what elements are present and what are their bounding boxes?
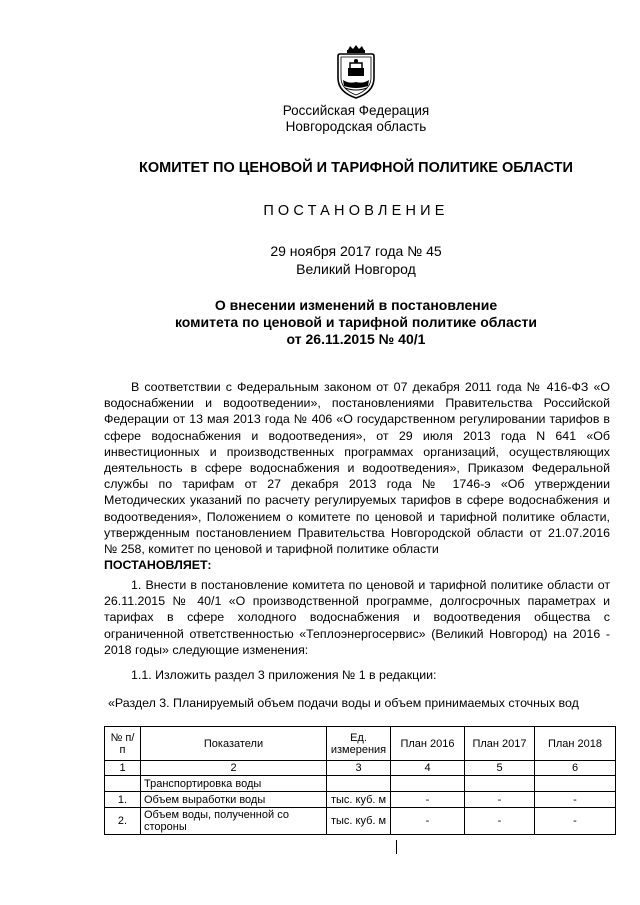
item-1-1-paragraph: 1.1. Изложить раздел 3 приложения № 1 в редакции:	[131, 668, 437, 682]
row-number: 1.	[105, 792, 141, 808]
header-cell-indicator: Показатели	[141, 727, 327, 761]
document-type: ПОСТАНОВЛЕНИЕ	[263, 203, 449, 219]
subject-line-2: комитета по ценовой и тарифной политике области	[174, 314, 538, 330]
decree-date-number: 29 ноября 2017 года № 45	[270, 243, 442, 259]
row-indicator: Объем выработки воды	[141, 792, 327, 808]
row-plan-2016: -	[391, 792, 465, 808]
header-cell-number: № п/п	[105, 727, 141, 761]
table-row	[105, 808, 616, 835]
header-cell-plan-2016: План 2016	[391, 727, 465, 761]
preamble-paragraph: В соответствии с Федеральным законом от 07 декабря 2011 года № 416-ФЗ «О водоснабжении и водоотведении», постановлениями Правительства Российской Федерации от 13 мая 2013 года № 406 «О государственном регулировании тарифов в сфере водоснабжения и водоотведения», от 29 июля 2013 года N 641 «Об инвестиционных и производственных программах организаций, осуществляющих деятельность в сфере водоснабжения и водоотведения», Приказом Федеральной службы по тарифам от 27 декабря 2013 года № 1746-э «Об утверждении Методических указаний по расчету регулируемых тарифов в сфере водоснабжения и водоотведения», Положением о комитете по ценовой и тарифной политике области, утвержденным постановлением Правительства Новгородской области от 21.07.2016 № 258, комитет по ценовой и тарифной политике области	[104, 380, 610, 557]
table-group-row	[105, 776, 616, 792]
city-name: Великий Новгород	[296, 261, 416, 277]
text-cursor	[396, 840, 397, 854]
section-title: «Раздел 3. Планируемый объем подачи воды и объем принимаемых сточных вод	[108, 696, 579, 710]
table-column-numbers-row	[105, 761, 616, 776]
row-unit: тыс. куб. м	[327, 792, 391, 808]
header-cell-plan-2018: План 2018	[535, 727, 616, 761]
item-1-paragraph: 1. Внести в постановление комитета по ценовой и тарифной политике области от 26.11.2015 № 40/1 «О производственной программе, долгосрочных параметрах и тарифах в сфере холодного водоснабжения и водоотведения общества с ограниченной ответственностью «Теплоэнергосервис» (Великий Новгород) на 2016 - 2018 годы» следующие изменения:	[104, 578, 610, 657]
row-number: 2.	[105, 808, 141, 835]
coat-of-arms-icon	[330, 44, 382, 100]
row-plan-2017: -	[465, 808, 535, 835]
row-plan-2018: -	[535, 792, 616, 808]
table-row	[105, 792, 616, 808]
subject-line-1: О внесении изменений в постановление	[214, 297, 498, 313]
row-unit: тыс. куб. м	[327, 808, 391, 835]
row-plan-2016: -	[391, 808, 465, 835]
header-cell-unit: Ед. измерения	[327, 727, 391, 761]
header-cell-plan-2017: План 2017	[465, 727, 535, 761]
document-body	[104, 379, 610, 573]
group-label: Транспортировка воды	[141, 776, 327, 792]
committee-title: КОМИТЕТ ПО ЦЕНОВОЙ И ТАРИФНОЙ ПОЛИТИКЕ ОБЛАСТИ	[139, 160, 573, 176]
column-number: 4	[391, 761, 465, 776]
subject-line-3: от 26.11.2015 № 40/1	[286, 331, 426, 347]
row-plan-2017: -	[465, 792, 535, 808]
row-plan-2018: -	[535, 808, 616, 835]
column-number: 3	[327, 761, 391, 776]
column-number: 2	[141, 761, 327, 776]
column-number: 1	[105, 761, 141, 776]
table-header-row	[105, 727, 616, 761]
column-number: 5	[465, 761, 535, 776]
water-volume-table	[104, 726, 616, 835]
resolves-heading: ПОСТАНОВЛЯЕТ:	[104, 558, 212, 573]
region-name: Новгородская область	[285, 119, 427, 134]
row-indicator: Объем воды, полученной со стороны	[141, 808, 327, 835]
column-number: 6	[535, 761, 616, 776]
country-name: Российская Федерация	[282, 103, 430, 118]
item-1-1-block	[104, 667, 610, 683]
item-1-block	[104, 577, 610, 658]
